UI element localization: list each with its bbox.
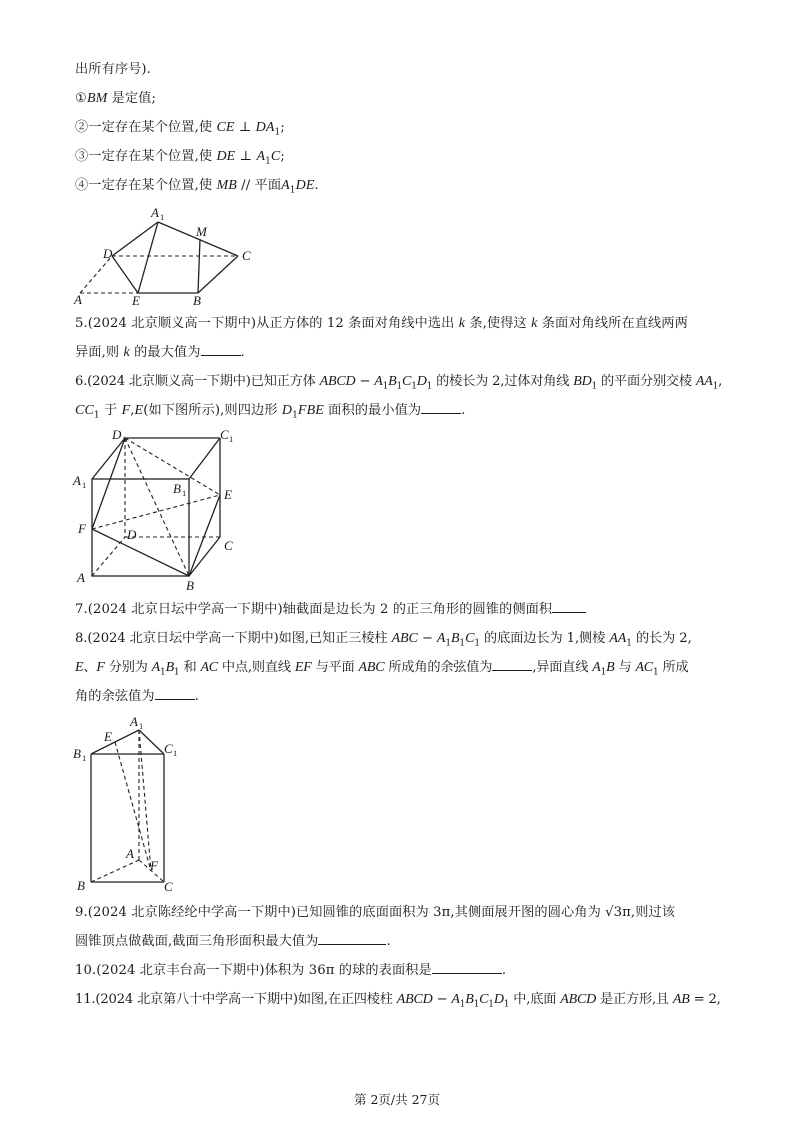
label-M: M [196,224,207,239]
svg-text:1: 1 [82,753,87,763]
page-footer: 第 2页/共 27页 [353,1092,441,1107]
label-B: B [186,578,194,593]
svg-text:1: 1 [182,488,187,498]
option-2: ②一定存在某个位置,使 CE ⊥ $DA_1$; [75,120,285,138]
option-1: ①BM 是定值; [75,91,157,106]
question-6: 6.(2024 北京顺义高一下期中)已知正方体 ABCD − $A_1B_1C_1D_1$ 的棱长为 2,过体对角线 $BD_1$ 的平面分别交棱 $AA_1$, [75,374,723,392]
label-C1: C [164,741,173,756]
label-E: E [104,729,112,744]
edge-AD [80,256,112,293]
svg-text:1: 1 [160,212,165,222]
question-5-cont: 异面,则 k 的最大值为 . [75,345,245,360]
question-9: 9.(2024 北京陈经纶中学高一下期中)已知圆锥的底面面积为 3π,其侧面展开图的圆心角为 √3π,则过该 [75,905,676,920]
svg-text:1: 1 [229,434,234,444]
question-7: 7.(2024 北京日坛中学高一下期中)轴截面是边长为 2 的正三角形的圆锥的侧面积 [75,600,586,620]
edge-BC [198,256,238,293]
figure-triangular-prism [70,710,190,895]
edge-BE [189,495,220,576]
edge-D1B [125,438,189,576]
answer-blank[interactable] [201,343,241,356]
figure-folded-trapezoid [70,202,260,308]
question-9-cont: 圆锥顶点做截面,截面三角形面积最大值为 . [75,934,391,949]
question-8: 8.(2024 北京日坛中学高一下期中)如图,已知正三棱柱 ABC − $A_1B_1C_1$ 的底面边长为 1,侧棱 $AA_1$ 的长为 2, [75,631,692,649]
edge-BC [189,537,220,576]
label-C: C [242,248,251,263]
label-D: D [103,246,113,261]
question-11: 11.(2024 北京第八十中学高一下期中)如图,在正四棱柱 ABCD − $A_1B_1C_1D_1$ 中,底面 ABCD 是正方形,且 AB = 2, [75,992,721,1010]
answer-blank[interactable] [318,932,386,945]
label-E: E [224,487,232,502]
svg-text:1: 1 [139,721,144,731]
label-B: B [193,293,201,308]
label-C1: C [220,427,229,442]
edge-BA [91,860,139,882]
option-4: ④一定存在某个位置,使 MB // 平面$A_1DE$. [75,178,319,196]
label-C: C [164,879,173,894]
edge-BM [198,239,200,293]
label-D1: D [112,427,122,442]
figure-cube [70,425,260,595]
label-F: F [150,858,158,873]
edge-D1F [92,438,125,529]
label-A: A [126,846,134,861]
label-B: B [77,878,85,893]
answer-blank[interactable] [421,401,461,414]
question-5: 5.(2024 北京顺义高一下期中)从正方体的 12 条面对角线中选出 k 条,使得这 k 条面对角线所在直线两两 [75,316,688,331]
label-B1: B [173,481,181,496]
edge-DA1 [112,222,158,256]
svg-text:1: 1 [82,480,87,490]
answer-blank[interactable] [552,600,586,613]
question-8-cont: E、F 分别为 $A_1B_1$ 和 AC 中点,则直线 EF 与平面 ABC 所成角的余弦值为 ,异面直线 $A_1B$ 与 $AC_1$ 所成 [75,660,689,678]
label-A1: A [73,473,81,488]
edge-B1C1 [189,438,220,479]
edge-FB [92,529,189,576]
label-B1: B [73,746,81,761]
edge-EA1 [138,222,158,293]
label-A1: A [130,714,138,729]
option-3: ③一定存在某个位置,使 DE ⊥ $A_1C$; [75,149,285,167]
question-10: 10.(2024 北京丰台高一下期中)体积为 36π 的球的表面积是 . [75,963,507,978]
line-continuation: 出所有序号). [75,62,151,77]
label-D: D [127,527,137,542]
svg-text:1: 1 [173,748,178,758]
question-6-cont: $CC_1$ 于 F,E(如下图所示),则四边形 $D_1FBE$ 面积的最小值为 . [75,403,466,421]
answer-blank[interactable] [155,687,195,700]
edge-A1C1 [139,730,164,754]
edge-A1D1 [92,438,125,479]
answer-blank[interactable] [432,961,502,974]
edge-FE [92,495,220,529]
edge-A1F [139,730,151,871]
label-A: A [74,292,82,307]
label-A1: A [151,205,159,220]
label-C: C [224,538,233,553]
svg-text:1: 1 [122,434,127,444]
question-8-cont2: 角的余弦值为 . [75,689,200,704]
answer-blank[interactable] [492,658,532,671]
label-A: A [77,570,85,585]
label-E: E [132,293,140,308]
edge-DE [112,256,138,293]
label-F: F [78,521,86,536]
